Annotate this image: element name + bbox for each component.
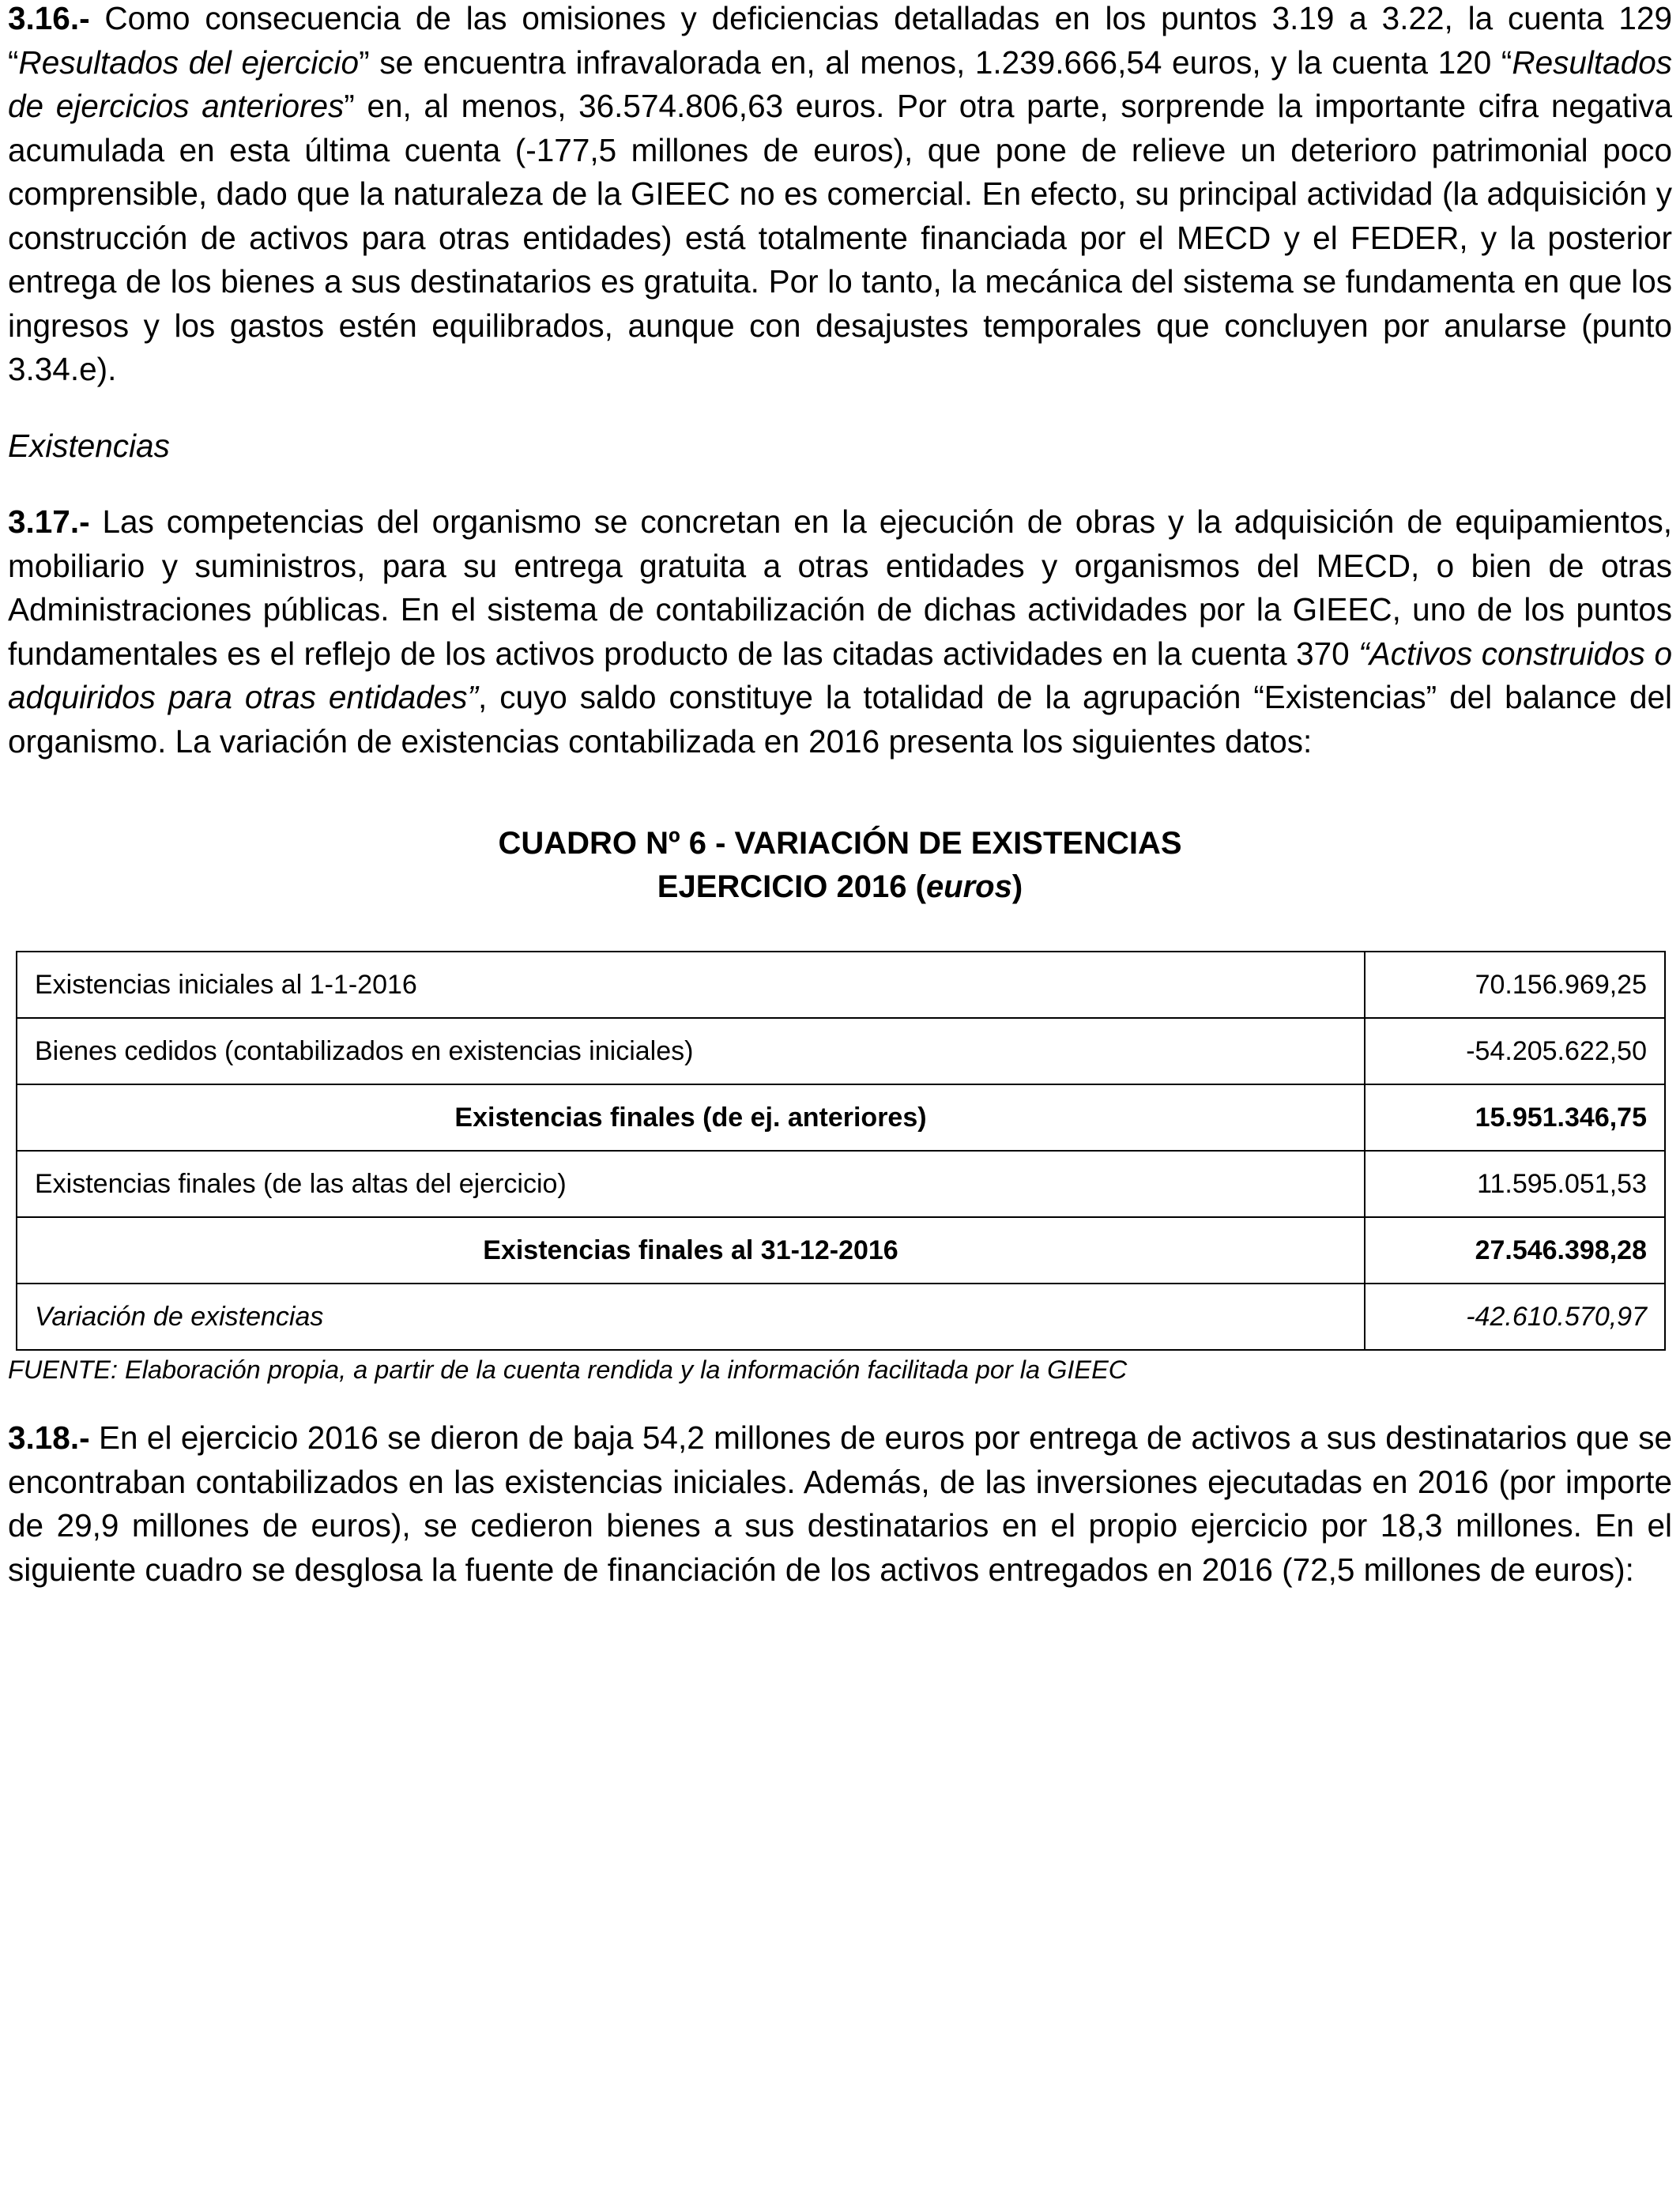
paragraph-text: ” se encuentra infravalorada en, al menos, 1.239.666,54 euros, y la cuenta 120 “	[359, 43, 1512, 81]
row-value: -42.610.570,97	[1365, 1284, 1665, 1350]
row-label: Existencias finales (de las altas del ejercicio)	[17, 1151, 1365, 1217]
table-source-note: FUENTE: Elaboración propia, a partir de la cuenta rendida y la información facilitada por la GIEEC	[8, 1355, 1128, 1384]
table-title-unit: euros	[925, 869, 1012, 904]
paragraph-text: En el ejercicio 2016 se dieron de baja 54,2 millones de euros por entrega de activos a sus destinatarios que se encontraban contabilizados en las existencias iniciales. Además, de las inversiones ejecutadas en 2016 (por importe de 29,9 millones de euros), se cedieron bienes a sus destinatarios en el propio ejercicio por 18,3 millones. En el siguiente cuadro se desglosa la fuente de financiación de los activos entregados en 2016 (72,5 millones de euros):	[8, 1419, 1672, 1588]
paragraph-number: 3.18.-	[8, 1419, 90, 1456]
table-title-line-1: CUADRO Nº 6 - VARIACIÓN DE EXISTENCIAS	[498, 826, 1182, 861]
paragraph-3-16	[8, 0, 1672, 392]
table-total-row	[17, 1217, 1665, 1284]
row-value: -54.205.622,50	[1365, 1018, 1665, 1084]
table-subtotal-row	[17, 1084, 1665, 1151]
row-value: 11.595.051,53	[1365, 1151, 1665, 1217]
table-variation-row	[17, 1284, 1665, 1350]
paragraph-number: 3.16.-	[8, 0, 90, 36]
account-name: Resultados de ejercicios anteriores	[8, 43, 1672, 124]
table-title-suffix: )	[1011, 869, 1023, 904]
document-page	[8, 0, 1672, 1592]
table-row	[17, 952, 1665, 1018]
row-label: Variación de existencias	[17, 1284, 1365, 1350]
row-label: Bienes cedidos (contabilizados en existencias iniciales)	[17, 1018, 1365, 1084]
account-name: Resultados del ejercicio	[18, 43, 360, 81]
paragraph-text: ” en, al menos, 36.574.806,63 euros. Por otra parte, sorprende la importante cifra negativa acumulada en esta última cuenta (-177,5 millones de euros), que pone de relieve un deterioro patrimonial poco comprensible, dado que la naturaleza de la GIEEC no es comercial. En efecto, su principal actividad (la adquisición y construcción de activos para otras entidades) está totalmente financiada por el MECD y el FEDER, y la posterior entrega de los bienes a sus destinatarios es gratuita. Por lo tanto, la mecánica del sistema se fundamenta en que los ingresos y los gastos estén equilibrados, aunque con desajustes temporales que concluyen por anularse (punto 3.34.e).	[8, 88, 1672, 387]
row-label: Existencias iniciales al 1-1-2016	[17, 952, 1365, 1018]
table-title	[8, 822, 1672, 909]
paragraph-text: , cuyo saldo constituye la totalidad de la agrupación “Existencias” del balance del organismo. La variación de existencias contabilizada en 2016 presenta los siguientes datos:	[8, 679, 1672, 760]
row-label: Existencias finales (de ej. anteriores)	[17, 1084, 1365, 1151]
table-title-prefix: EJERCICIO 2016 (	[657, 869, 926, 904]
paragraph-3-18	[8, 1416, 1672, 1592]
table-row	[17, 1151, 1665, 1217]
row-value: 15.951.346,75	[1365, 1084, 1665, 1151]
row-value: 70.156.969,25	[1365, 952, 1665, 1018]
row-label: Existencias finales al 31-12-2016	[17, 1217, 1365, 1284]
account-name: “Activos construidos o adquiridos para otras entidades”	[8, 635, 1672, 715]
paragraph-number: 3.17.-	[8, 503, 90, 540]
paragraph-text: Como consecuencia de las omisiones y deficiencias detalladas en los puntos 3.19 a 3.22, la cuenta 129 “	[8, 0, 1672, 81]
table-row	[17, 1018, 1665, 1084]
row-value: 27.546.398,28	[1365, 1217, 1665, 1284]
paragraph-text: Las competencias del organismo se concretan en la ejecución de obras y la adquisición de equipamientos, mobiliario y suministros, para su entrega gratuita a otras entidades y organismos del MECD, o bien de otras Administraciones públicas. En el sistema de contabilización de dichas actividades por la GIEEC, uno de los puntos fundamentales es el reflejo de los activos producto de las citadas actividades en la cuenta 370	[8, 503, 1672, 672]
inventory-variation-table	[16, 951, 1666, 1351]
paragraph-3-17	[8, 500, 1672, 763]
section-heading: Existencias	[8, 427, 170, 464]
